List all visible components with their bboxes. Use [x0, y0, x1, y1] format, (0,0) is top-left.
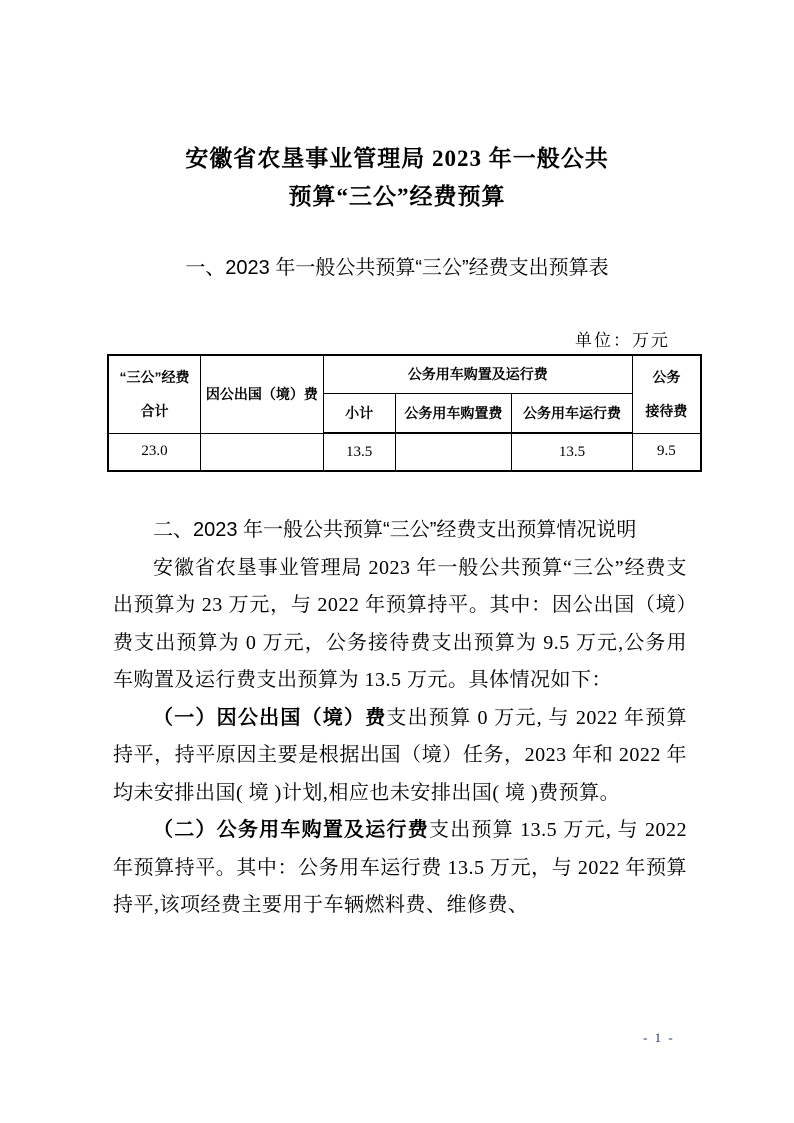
header-reception-fee-line1: 公务	[652, 369, 681, 386]
header-vehicle-group: 公务用车购置及运行费	[323, 355, 632, 393]
table-row	[108, 433, 701, 471]
header-abroad-fee: 因公出国（境）费	[201, 355, 324, 433]
cell-abroad-fee	[201, 433, 324, 471]
section-2-heading: 二、2023 年一般公共预算“三公”经费支出预算情况说明	[153, 519, 637, 541]
section-1-heading: 一、2023 年一般公共预算“三公”经费支出预算表	[185, 257, 609, 279]
paragraph-abroad-text: 支出预算 0 万元, 与 2022 年预算持平，持平原因主要是根据出国（境）任务，2023 年和 2022 年均未安排出国( 境 )计划,相应也未安排出国( 境 )费预算。	[113, 706, 688, 804]
header-reception-fee	[632, 355, 701, 433]
paragraph-overview-text: 安徽省农垦事业管理局 2023 年一般公共预算“三公”经费支出预算为 23 万元，与 2022 年预算持平。其中：因公出国（境）费支出预算为 0 万元，公务接待费支出预算为 9.5 万元,公务用车购置及运行费支出预算为 13.5 万元。具体情况如下：	[113, 556, 687, 691]
header-sangong-total-line2: 合计	[140, 403, 169, 420]
document-title	[107, 140, 687, 216]
title-line-1: 安徽省农垦事业管理局 2023 年一般公共	[185, 146, 609, 171]
paragraph-overview	[113, 550, 687, 700]
header-vehicle-subtotal: 小计	[323, 393, 395, 433]
cell-vehicle-operation: 13.5	[512, 433, 632, 471]
header-vehicle-purchase: 公务用车购置费	[395, 393, 512, 433]
paragraph-vehicle-lead: （二）公务用车购置及运行费	[153, 819, 429, 841]
table-section	[107, 330, 702, 472]
paragraph-abroad-lead: （一）因公出国（境）费	[153, 706, 387, 729]
budget-table	[107, 354, 702, 472]
cell-reception-fee: 9.5	[632, 433, 701, 471]
header-sangong-total-line1: “三公”经费	[119, 369, 190, 386]
cell-vehicle-subtotal: 13.5	[323, 433, 395, 471]
cell-vehicle-purchase	[395, 433, 512, 471]
header-vehicle-operation: 公务用车运行费	[512, 393, 632, 433]
title-line-2: 预算“三公”经费预算	[288, 184, 506, 209]
unit-note: 单位：万元	[575, 331, 670, 350]
header-sangong-total	[108, 355, 201, 433]
header-reception-fee-line2: 接待费	[645, 403, 688, 420]
paragraph-vehicle	[113, 812, 687, 925]
page-number: - 1 -	[643, 1030, 675, 1045]
paragraph-abroad	[113, 700, 687, 813]
body-section	[113, 512, 687, 925]
cell-sangong-total: 23.0	[108, 433, 201, 471]
paragraph-vehicle-text: 支出预算 13.5 万元, 与 2022 年预算持平。其中：公务用车运行费 13.5 万元，与 2022 年预算持平,该项经费主要用于车辆燃料费、维修费、	[113, 819, 688, 916]
